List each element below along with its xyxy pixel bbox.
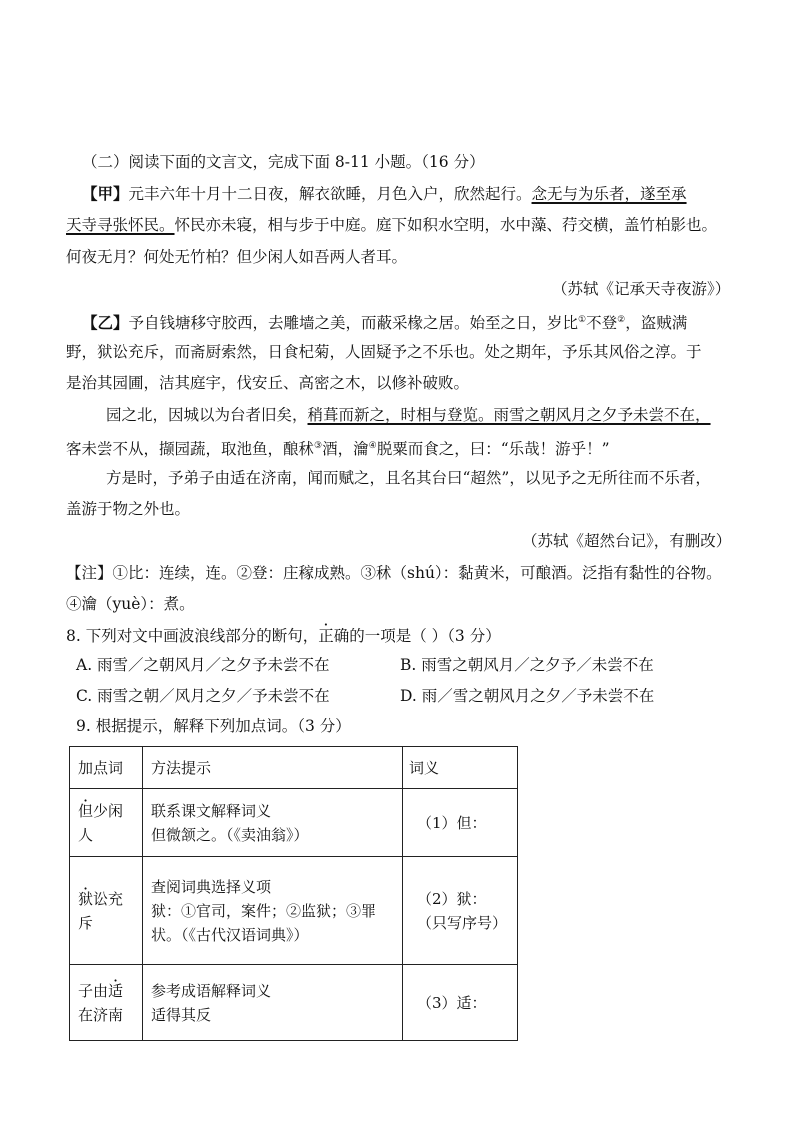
row-meaning[interactable]: [403, 965, 518, 1041]
dotted-char: 适: [108, 981, 124, 1000]
yi-line-1: [82, 309, 687, 334]
jia-line-1: [82, 183, 687, 205]
jia-text: 怀民亦未寝，相与步于中庭。庭下如积水空明，水中藻、荇交横，盖竹柏影也。: [174, 216, 718, 234]
note-marker-4: ④: [368, 441, 377, 451]
row-word: [70, 965, 143, 1041]
hint-text: 狱：①官司，案件；②监狱；③罪: [151, 901, 377, 920]
yi-line-7: 盖游于物之外也。: [66, 500, 191, 518]
section-heading: （二）阅读下面的文言文，完成下面 8-11 小题。（16 分）: [82, 153, 485, 171]
yi-line-3: 是治其园圃，洁其庭宇，伐安丘、高密之木，以修补破败。: [66, 374, 470, 392]
header-meaning: 词义: [403, 747, 518, 789]
jia-label: 【甲】: [82, 184, 129, 203]
yi-text: 园之北，因城以为台者旧矣，: [106, 406, 308, 424]
word-text: 人: [78, 825, 94, 844]
table-header-row: [70, 747, 518, 789]
q8-stem-text: 确的一项是（ ）（3 分）: [333, 627, 501, 645]
jia-underlined-text: 天寺寻张怀民。: [66, 216, 175, 234]
hint-text: 但微颔之。（《卖油翁》）: [151, 825, 309, 844]
yi-text: ，盗贼满: [625, 314, 688, 333]
table-row: [70, 789, 518, 857]
word-text: 子由: [78, 981, 109, 1000]
q8-stem: [66, 625, 501, 647]
jia-text: 元丰六年十月十二日夜，解衣欲睡，月色入户，欣然起行。: [128, 185, 532, 203]
jia-source: （苏轼《记承天寺夜游》）: [552, 280, 731, 298]
jia-line-2: [66, 214, 717, 236]
hint-text: 联系课文解释词义: [151, 801, 272, 820]
q9-stem: 9. 根据提示，解释下列加点词。（3 分）: [76, 717, 351, 735]
table-row: [70, 965, 518, 1041]
word-text: 斥: [78, 913, 94, 932]
yi-text: 不登: [586, 314, 618, 333]
note-marker-3: ③: [314, 441, 323, 451]
hint-text: 适得其反: [151, 1005, 212, 1024]
yi-source: （苏轼《超然台记》，有删改）: [522, 532, 732, 550]
meaning-text: （3）适：: [417, 993, 487, 1012]
yi-text: 予自钱塘移守胶西，去雕墙之美，而蔽采椽之居。始至之日，岁比: [128, 314, 579, 333]
row-meaning[interactable]: [403, 857, 518, 965]
q8-option-a: A. 雨雪／之朝风月／之夕予未尝不在: [76, 656, 330, 674]
header-word: 加点词: [70, 747, 143, 789]
word-text: 在济南: [78, 1005, 124, 1024]
yi-text: 客未尝不从，撷园蔬，取池鱼，酿秫: [66, 440, 315, 459]
yi-line-6: 方是时，予弟子由适在济南，闻而赋之，且名其台曰“超然”，以见予之无所往而不乐者，: [106, 469, 711, 487]
yi-label: 【乙】: [82, 313, 129, 333]
meaning-text: （只写序号）: [417, 913, 508, 932]
row-hint: [143, 965, 403, 1041]
yi-text: 酒，瀹: [322, 440, 369, 459]
hint-text: 查阅词典选择义项: [151, 877, 272, 896]
row-hint: [143, 789, 403, 857]
meaning-text: （1）但：: [417, 813, 487, 832]
notes-line-2: ④瀹（yuè）：煮。: [66, 595, 195, 613]
table-row: [70, 857, 518, 965]
dotted-char: 但: [78, 801, 94, 820]
hint-text: 状。（《古代汉语词典》）: [151, 925, 309, 944]
yi-line-5: [66, 435, 610, 460]
q9-table: [69, 746, 518, 1041]
q8-option-c: C. 雨雪之朝／风月之夕／予未尝不在: [76, 687, 330, 705]
word-text: 讼充: [93, 889, 124, 908]
note-marker-2: ②: [617, 315, 626, 325]
notes-line-1: 【注】①比：连续，连。②登：庄稼成熟。③秫（shú）：黏黄米，可酿酒。泛指有黏性的谷物。: [66, 564, 722, 582]
hint-text: 参考成语解释词义: [151, 981, 272, 1000]
dotted-char: 正: [318, 627, 334, 645]
dotted-char: 狱: [78, 889, 94, 908]
word-text: 少闲: [93, 801, 124, 820]
yi-line-2: 野，狱讼充斥，而斋厨索然，日食杞菊，人固疑予之不乐也。处之期年，予乐其风俗之淳。于: [66, 343, 702, 361]
yi-text: 脱粟而食之，曰：“乐哉！游乎！”: [376, 440, 610, 459]
q8-stem-text: 8. 下列对文中画波浪线部分的断句，: [66, 627, 319, 645]
note-marker-1: ①: [578, 315, 587, 325]
yi-line-4: [106, 404, 711, 426]
header-hint: 方法提示: [143, 747, 403, 789]
row-hint: [143, 857, 403, 965]
yi-wavy-underlined-text: 稍葺而新之，时相与登览。雨雪之朝风月之夕予未尝不在，: [307, 406, 711, 424]
row-meaning[interactable]: [403, 789, 518, 857]
meaning-text: （2）狱：: [417, 889, 487, 908]
q8-option-b: B. 雨雪之朝风月／之夕予／未尝不在: [400, 656, 654, 674]
jia-underlined-text: 念无与为乐者，遂至承: [531, 185, 687, 203]
q8-option-d: D. 雨／雪之朝风月之夕／予未尝不在: [400, 687, 655, 705]
row-word: [70, 857, 143, 965]
row-word: [70, 789, 143, 857]
jia-line-3: 何夜无月？何处无竹柏？但少闲人如吾两人者耳。: [66, 248, 408, 266]
